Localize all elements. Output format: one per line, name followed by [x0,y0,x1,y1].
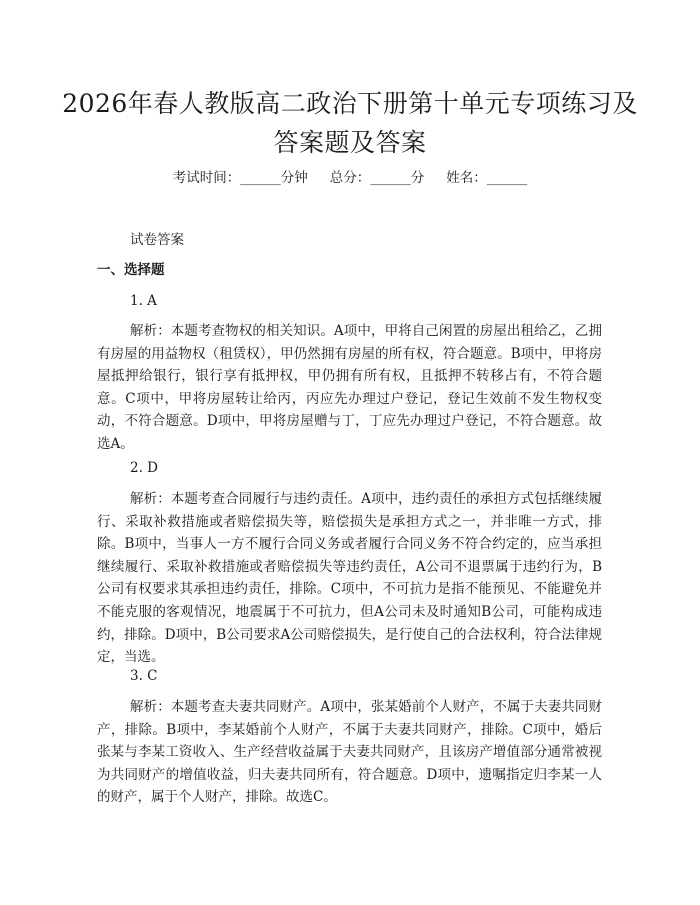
exam-time-field: 考试时间：______分钟 [172,170,308,186]
question-2-analysis: 解析：本题考查合同履行与违约责任。A项中，违约责任的承担方式包括继续履行、采取补救措施或者赔偿损失等，赔偿损失是承担方式之一，并非唯一方式，排除。B项中，当事人一方不履行合同义务或者履行合同义务不符合约定的，应当承担继续履行、采取补救措施或者赔偿损失等违约责任，A公司不退票属于违约行为，B公司有权要求其承担违约责任，排除。C项中，不可抗力是指不能预见、不能避免并不能克服的客观情况，地震属于不可抗力，但A公司未及时通知B公司，可能构成违约，排除。D项中，B公司要求A公司赔偿损失，是行使自己的合法权利，符合法律规定，当选。 [97,491,602,666]
exam-meta-line [0,168,700,188]
section-heading: 一、选择题 [97,262,165,278]
document-title: 2026年春人教版高二政治下册第十单元专项练习及答案题及答案 [62,89,638,157]
question-3-analysis: 解析：本题考查夫妻共同财产。A项中，张某婚前个人财产，不属于夫妻共同财产，排除。B项中，李某婚前个人财产，不属于夫妻共同财产，排除。C项中，婚后张某与李某工资收入、生产经营收益属于夫妻共同财产，且该房产增值部分通常被视为共同财产的增值收益，归夫妻共同所有，符合题意。D项中，遗嘱指定归李某一人的财产，属于个人财产，排除。故选C。 [97,699,602,806]
question-1-analysis: 解析：本题考查物权的相关知识。A项中，甲将自己闲置的房屋出租给乙，乙拥有房屋的用益物权（租赁权），甲仍然拥有房屋的所有权，符合题意。B项中，甲将房屋抵押给银行，银行享有抵押权，甲仍拥有所有权，且抵押不转移占有，不符合题意。C项中，甲将房屋转让给丙，丙应先办理过户登记，登记生效前不发生物权变动，不符合题意。D项中，甲将房屋赠与丁，丁应先办理过户登记，不符合题意。故选A。 [97,323,602,452]
total-score-field: 总分：______分 [329,170,425,186]
answer-heading: 试卷答案 [130,232,184,248]
student-name-field: 姓名：______ [446,170,528,186]
question-1-number: 1. A [130,293,157,309]
question-3-number: 3. C [130,668,158,684]
question-2-number: 2. D [130,460,158,476]
